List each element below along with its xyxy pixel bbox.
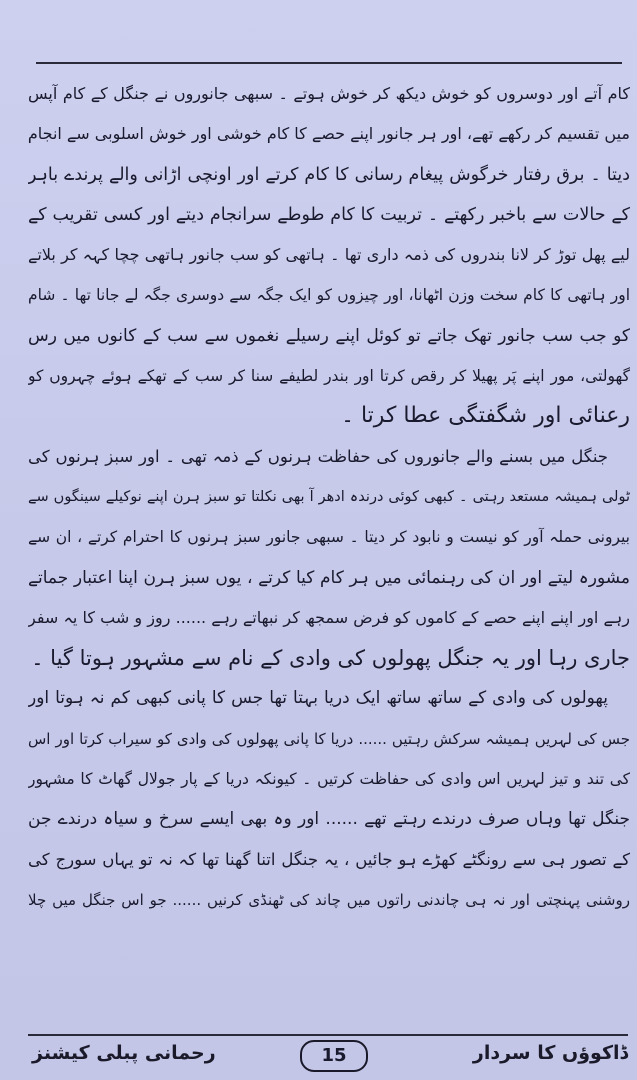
text-line: جنگل تھا وہاں صرف درندے رہتے تھے ...... اور وہ بھی ایسے سرخ و سیاہ درندے جن	[28, 809, 630, 830]
text-line: جنگل میں بسنے والے جانوروں کی حفاظت ہرنوں کے ذمہ تھی ۔ اور سبز ہرنوں کی	[28, 446, 608, 466]
text-line: لیے پھل توڑ کر لانا بندروں کی ذمہ داری تھا ۔ ہاتھی کو سب جانور ہاتھی چچا کہہ کر بلاتے	[28, 245, 630, 265]
text-line: ٹولی ہمیشہ مستعد رہتی ۔ کبھی کوئی درندہ ادھر آ بھی نکلتا تو سبز ہرن اپنے نوکیلے سینگوں سے	[28, 488, 630, 505]
text-line: جس کی لہریں ہمیشہ سرکش رہتیں ...... دریا کا پانی پھولوں کی وادی کو سیراب کرتا اور اس	[28, 729, 630, 748]
text-line: پھولوں کی وادی کے ساتھ ساتھ ایک دریا بہتا تھا جس کا پانی کبھی کم نہ ہوتا اور	[28, 688, 608, 709]
text-line: رعنائی اور شگفتگی عطا کرتا ۔	[341, 403, 630, 429]
text-line: بیرونی حملہ آور کو نیست و نابود کر دیتا ۔ سبھی جانور سبز ہرنوں کا احترام کرتے ، ان سے	[28, 528, 630, 547]
page-number: 15	[300, 1040, 368, 1072]
text-line: روشنی پہنچتی اور نہ ہی چاندنی راتوں میں چاند کی ٹھنڈی کرنیں ...... جو اس جنگل میں چلا	[28, 890, 630, 909]
text-line: کو جب سب جانور تھک جاتے تو کوئل اپنے رسیلے نغموں سے سب کے کانوں میں رس	[28, 325, 630, 346]
bottom-rule	[28, 1034, 628, 1036]
top-rule	[36, 62, 622, 64]
book-title: ڈاکوؤں کا سردار	[472, 1042, 628, 1064]
text-line: کام آتے اور دوسروں کو خوش دیکھ کر خوش ہوتے ۔ سبھی جانوروں نے جنگل کے کام آپس	[28, 84, 630, 103]
text-line: گھولتی، مور اپنے پَر پھیلا کر رقص کرتا اور بندر لطیفے سنا کر سب کے تھکے ہوئے چہروں کو	[28, 367, 630, 386]
publisher-name: رحمانی پبلی کیشنز	[32, 1042, 216, 1064]
text-line: رہے اور اپنے اپنے حصے کے کاموں کو فرض سمجھ کر نبھاتے رہے ...... روز و شب کا یہ سفر	[28, 607, 630, 627]
text-line: جاری رہا اور یہ جنگل پھولوں کی وادی کے نام سے مشہور ہوتا گیا ۔	[31, 646, 630, 671]
text-body	[28, 74, 630, 920]
text-line: اور ہاتھی کا کام سخت وزن اٹھانا، اور چیزوں کو ایک جگہ سے دوسری جگہ لے جانا تھا ۔ شام	[28, 286, 630, 305]
text-line: کی تند و تیز لہریں اس وادی کی حفاظت کرتیں ۔ کیونکہ دریا کے پار جولال گھاٹ کا مشہور	[28, 770, 630, 789]
text-line: میں تقسیم کر رکھے تھے، اور ہر جانور اپنے حصے کا کام خوشی اور خوش اسلوبی سے انجام	[28, 124, 630, 144]
text-line: مشورہ لیتے اور ان کی رہنمائی میں ہر کام کیا کرتے ، یوں سبز ہرن اپنا اعتبار جماتے	[28, 567, 630, 588]
page-footer	[28, 1040, 628, 1074]
text-line: کے حالات سے باخبر رکھتے ۔ تربیت کا کام طوطے سرانجام دیتے اور کسی تقریب کے	[28, 204, 630, 225]
text-line: دیتا ۔ برق رفتار خرگوش پیغام رسانی کا کام کرتے اور اونچی اڑانی والے پرندے باہر	[28, 164, 630, 185]
text-line: کے تصور ہی سے رونگٹے کھڑے ہو جائیں ، یہ جنگل اتنا گھنا تھا کہ نہ تو یہاں سورج کی	[28, 849, 630, 869]
